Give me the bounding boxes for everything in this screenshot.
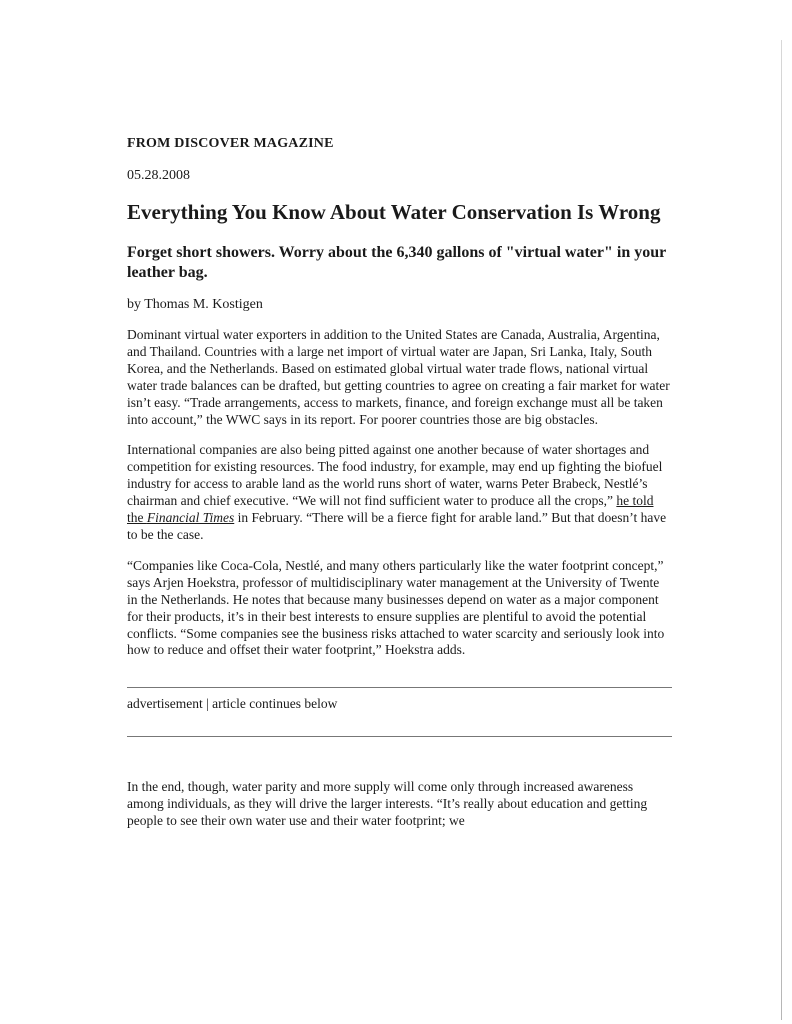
- paragraph-2-text-b: in February. “There will be a fierce fight for arable land.” But that doesn’t have to be the case.: [127, 510, 667, 542]
- paragraph-2-text-a: International companies are also being pitted against one another because of water shortages and competition for existing resources. The food industry, for example, may end up fighting the biofuel industry for access to arable land as the world runs short of water, warns Peter Brabeck, Nestlé’s chairman and chief executive. “We will not find sufficient water to produce all the crops,”: [127, 442, 663, 509]
- link-text: he told the: [127, 493, 654, 526]
- advertisement-bottom-divider: [127, 736, 672, 737]
- scan-edge-line: [781, 40, 782, 1020]
- paragraph-3: “Companies like Coca-Cola, Nestlé, and many others particularly like the water footprint concept,” says Arjen Hoekstra, professor of multidisciplinary water management at the University of Twente in the Netherlands. He notes that because many businesses depend on water as a major component for their products, it’s in their best interests to ensure supplies are plentiful to avoid the potential conflicts. “Some companies see the business risks attached to water scarcity and seriously look into how to reduce and offset their water footprint,” Hoekstra adds.: [127, 557, 665, 658]
- publish-date: 05.28.2008: [127, 168, 190, 183]
- publication-name: Financial Times: [146, 510, 235, 526]
- byline: by Thomas M. Kostigen: [127, 297, 263, 312]
- paragraph-2: [127, 442, 672, 543]
- article-title: Everything You Know About Water Conservation Is Wrong: [127, 200, 661, 224]
- advertisement-label: advertisement | article continues below: [127, 696, 338, 712]
- article-subtitle: Forget short showers. Worry about the 6,340 gallons of "virtual water" in your leather bag.: [127, 244, 666, 281]
- article: [127, 136, 672, 830]
- source-label: FROM DISCOVER MAGAZINE: [127, 136, 334, 151]
- paragraph-4: In the end, though, water parity and more supply will come only through increased awareness among individuals, as they will drive the larger interests. “It’s really about education and getting people to see their own water use and their water footprint; we: [127, 779, 648, 829]
- advertisement-top-divider: [127, 687, 672, 688]
- paragraph-1: Dominant virtual water exporters in addition to the United States are Canada, Australia, Argentina, and Thailand. Countries with a large net import of virtual water are Japan, Sri Lanka, Italy, South Korea, and the Netherlands. Based on estimated global virtual water trade flows, national virtual water trade balances can be drafted, but getting countries to agree on creating a fair market for water isn’t easy. “Trade arrangements, access to markets, finance, and foreign exchange must all be taken into account,” the WWC says in its report. For poorer countries those are big obstacles.: [127, 327, 670, 427]
